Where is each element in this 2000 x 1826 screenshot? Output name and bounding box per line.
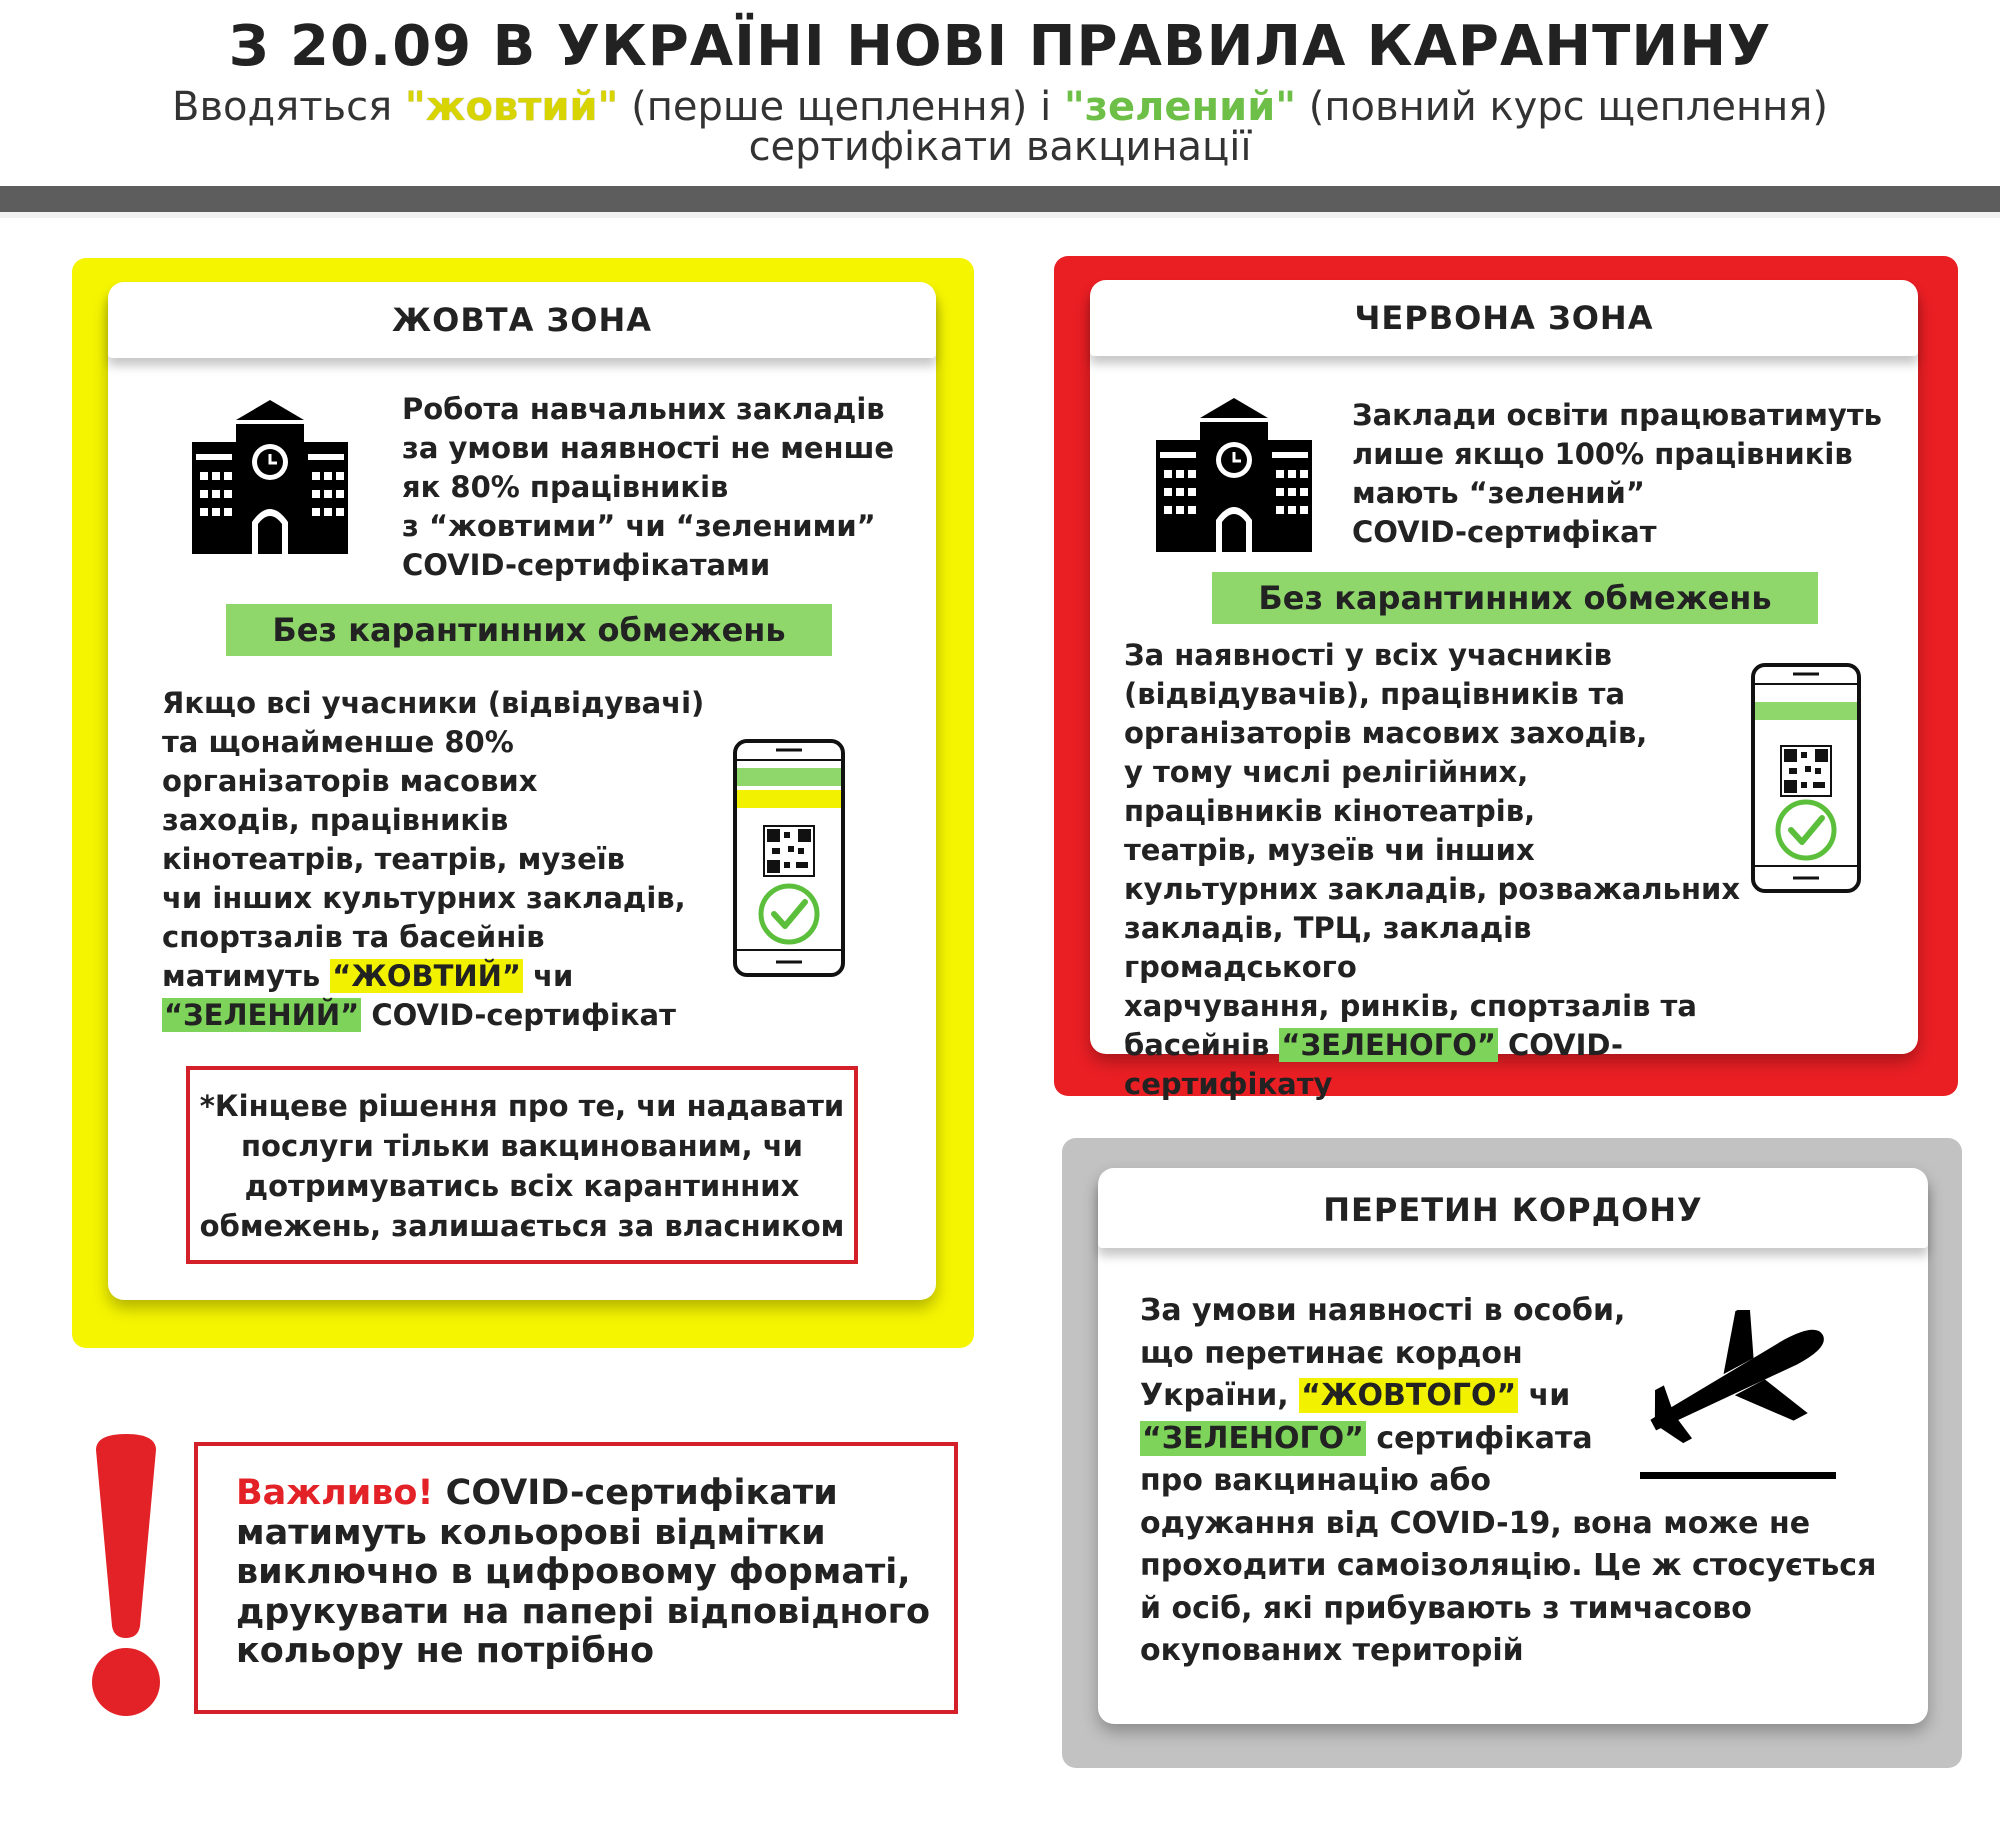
text-line (236, 1474, 954, 1514)
text-fragment: COVID-сертифікати (433, 1473, 838, 1513)
percent-highlight: 80% (450, 470, 520, 504)
text-fragment: чи (1518, 1378, 1571, 1413)
text-line: про вакцинацію або (1140, 1463, 1492, 1498)
text-fragment: басейнів (1124, 1028, 1280, 1062)
owner-decision-note (186, 1066, 858, 1264)
text-line: кольору не потрібно (236, 1631, 655, 1671)
school-building-icon (192, 398, 348, 556)
green-certificate-mark: “ЗЕЛЕНОГО” (1281, 1028, 1496, 1062)
text-line: кінотеатрів, театрів, музеїв (162, 842, 626, 876)
text-fragment: лише якщо (1352, 437, 1555, 471)
important-note (194, 1442, 958, 1714)
header-divider (0, 186, 2000, 212)
subtitle-line-2: сертифікати вакцинації (748, 124, 1252, 170)
header-divider-shadow (0, 212, 2000, 218)
green-certificate-mark: “ЗЕЛЕНОГО” (1142, 1420, 1364, 1456)
text-line (162, 957, 722, 996)
text-fragment: COVID-сертифікат (361, 998, 676, 1032)
subtitle-green: "зелений" (1063, 84, 1297, 130)
border-title: ПЕРЕТИН КОРДОНУ (1098, 1172, 1928, 1248)
subtitle-text: Вводяться (172, 84, 405, 130)
text-fragment: працівників (1644, 437, 1853, 471)
yellow-no-restrictions-banner: Без карантинних обмежень (226, 604, 832, 656)
airplane-landing-icon (1640, 1310, 1836, 1482)
red-zone-title: ЧЕРВОНА ЗОНА (1090, 280, 1918, 356)
text-line (402, 468, 922, 507)
text-line: організаторів масових заходів, (1124, 716, 1648, 750)
text-line: у тому числі релігійних, (1124, 755, 1529, 789)
text-line: виключно в цифровому форматі, (236, 1552, 911, 1592)
text-line: Робота навчальних закладів (402, 392, 885, 426)
text-line: За умови наявності в особи, (1140, 1293, 1626, 1328)
text-line: Якщо всі учасники (відвідувачі) (162, 686, 705, 720)
text-line: спортзалів та басейнів (162, 920, 545, 954)
yellow-zone-title: ЖОВТА ЗОНА (108, 282, 936, 358)
note-line: дотримуватись всіх карантинних (244, 1169, 800, 1203)
note-line: обмежень, залишається за власником (199, 1209, 845, 1243)
green-certificate-mark: “ЗЕЛЕНИЙ” (164, 998, 360, 1032)
text-line: окупованих територій (1140, 1633, 1524, 1668)
red-schools-text (1352, 396, 1912, 552)
school-building-icon (1156, 396, 1312, 554)
note-line: *Кінцеве рішення про те, чи надавати (199, 1089, 845, 1123)
text-line: організаторів масових (162, 764, 538, 798)
text-line: матимуть кольорові відмітки (236, 1512, 826, 1553)
text-line: культурних закладів, розважальних (1124, 872, 1741, 906)
text-line: заходів, працівників (162, 803, 509, 837)
text-line: COVID-сертифікатами (402, 548, 771, 582)
yellow-certificate-mark: “ЖОВТОГО” (1301, 1378, 1517, 1413)
text-line: друкувати на папері відповідного (236, 1591, 931, 1632)
text-line: мають “зелений” (1352, 476, 1645, 510)
text-line: що перетинає кордон (1140, 1335, 1523, 1371)
red-events-text (1124, 636, 1764, 1104)
page-title: З 20.09 В УКРАЇНІ НОВІ ПРАВИЛА КАРАНТИНУ (228, 14, 1772, 79)
text-line: театрів, музеїв чи інших (1124, 833, 1535, 867)
text-line (1352, 435, 1912, 474)
text-line: (відвідувачів), працівників та (1124, 677, 1626, 711)
text-line: Заклади освіти працюватимуть (1352, 398, 1882, 432)
text-line: COVID-сертифікат (1352, 515, 1657, 549)
text-fragment: як (402, 470, 451, 504)
text-fragment: сертифіката (1365, 1420, 1593, 1456)
exclamation-mark-icon (84, 1430, 168, 1720)
text-line: харчування, ринків, спортзалів та (1124, 989, 1697, 1023)
yellow-certificate-mark: “ЖОВТИЙ” (332, 959, 521, 993)
yellow-events-text (162, 684, 722, 1035)
text-line: за умови наявності не менше (402, 431, 895, 465)
text-fragment: України, (1140, 1378, 1300, 1413)
text-line: працівників кінотеатрів, (1124, 794, 1536, 828)
important-label: Важливо! (236, 1473, 434, 1513)
text-line: з “жовтими” чи “зеленими” (402, 509, 876, 543)
yellow-schools-text (402, 390, 922, 585)
phone-qr-icon (1750, 662, 1862, 894)
subtitle-yellow: "жовтий" (404, 84, 619, 130)
text-line: чи інших культурних закладів, (162, 881, 686, 915)
percent-highlight: 100% (1554, 437, 1645, 471)
subtitle-text: (перше щеплення) і (618, 84, 1064, 130)
text-line: За наявності у всіх учасників (1124, 638, 1613, 672)
text-fragment: чи (522, 959, 574, 993)
phone-qr-icon (732, 738, 846, 978)
subtitle-text: (повний курс щеплення) (1296, 84, 1828, 130)
text-fragment: матимуть (162, 959, 331, 993)
text-fragment: COVID-сертифікату (1124, 1028, 1624, 1101)
text-fragment: працівників (519, 470, 729, 504)
text-line (162, 996, 722, 1035)
text-line: й осіб, які прибувають з тимчасово (1140, 1590, 1752, 1626)
text-line: та щонайменше 80% (162, 725, 514, 759)
text-line (1124, 1026, 1764, 1104)
text-line: проходити самоізоляцію. Це ж стосується (1140, 1548, 1877, 1583)
text-line: одужання від COVID-19, вона може не (1140, 1505, 1811, 1541)
text-line: закладів, ТРЦ, закладів громадського (1124, 911, 1532, 984)
red-no-restrictions-banner: Без карантинних обмежень (1212, 572, 1818, 624)
note-line: послуги тільки вакцинованим, чи (241, 1129, 803, 1163)
